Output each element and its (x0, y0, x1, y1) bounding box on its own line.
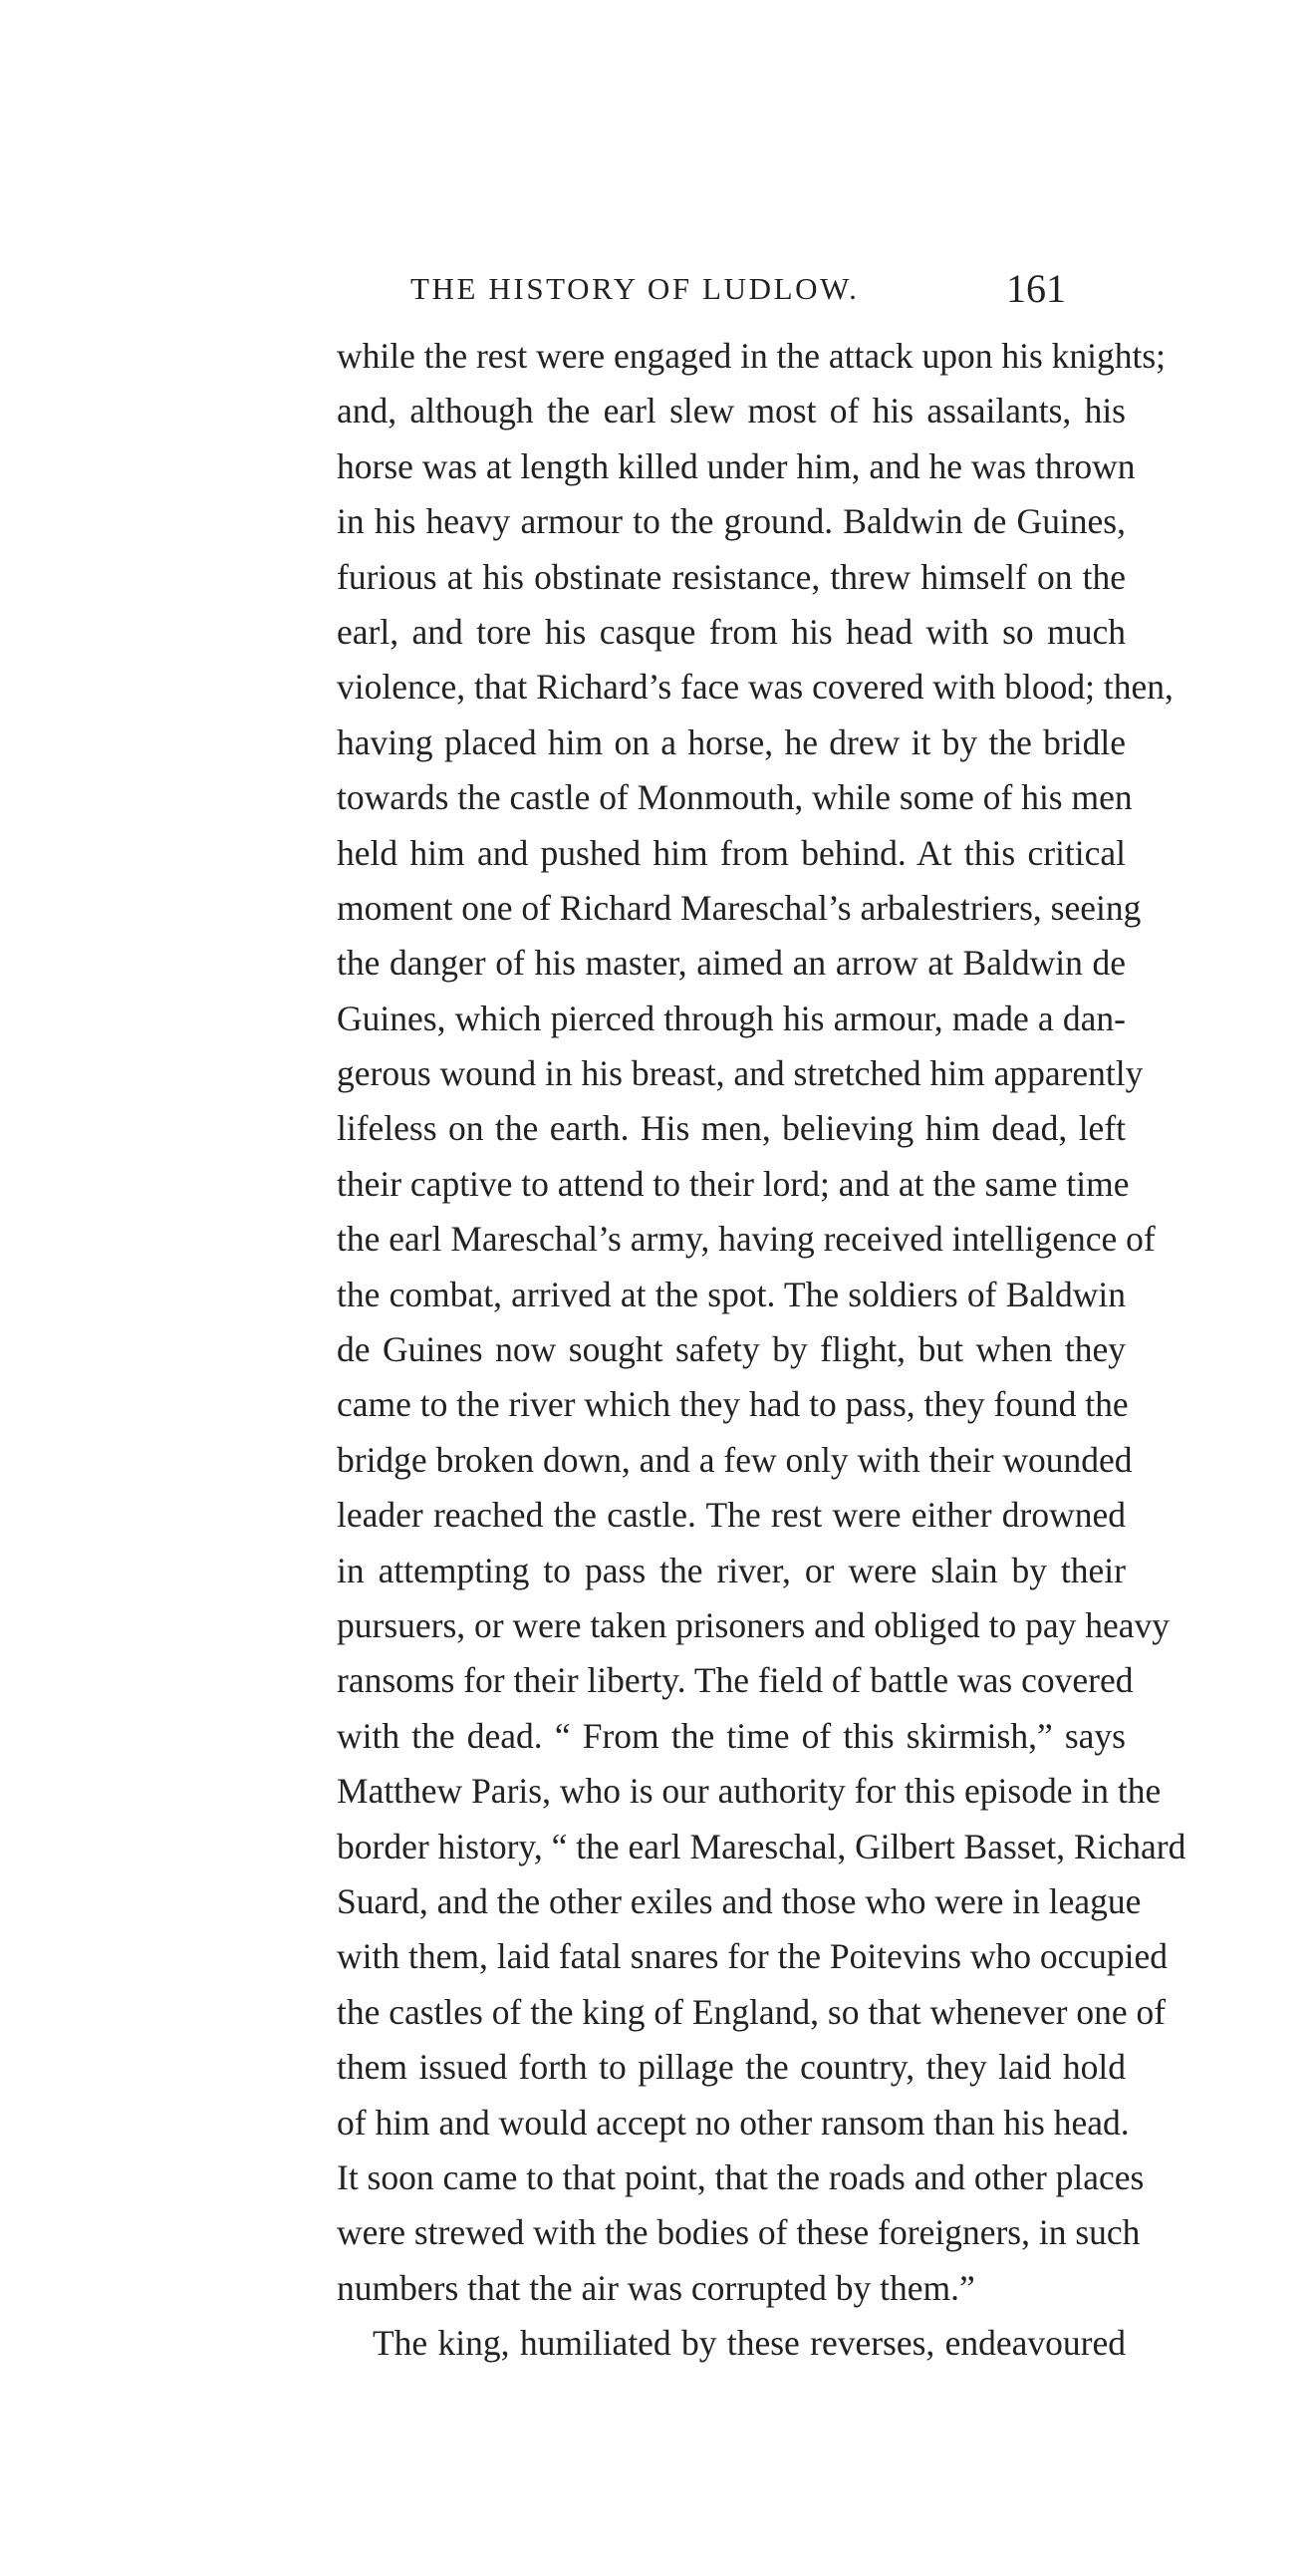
text-line: the danger of his master, aimed an arrow at Baldwin de (337, 943, 1126, 984)
text-line: with the dead. “ From the time of this skirmish,” says (337, 1715, 1126, 1756)
running-head (339, 266, 1076, 321)
text-line: having placed him on a horse, he drew it by the bridle (337, 721, 1126, 762)
text-line: ransoms for their liberty. The field of battle was covered (337, 1660, 1134, 1701)
text-line: moment one of Richard Mareschal’s arbalestriers, seeing (337, 887, 1142, 928)
text-line: violence, that Richard’s face was covered with blood; then, (337, 667, 1174, 708)
text-line: held him and pushed him from behind. At this critical (337, 832, 1126, 873)
text-line: bridge broken down, and a few only with their wounded (337, 1439, 1133, 1480)
text-line: furious at his obstinate resistance, threw himself on the (337, 556, 1126, 597)
text-line: in attempting to pass the river, or were slain by their (337, 1550, 1126, 1590)
text-line: of him and would accept no other ransom than his head. (337, 2102, 1130, 2143)
text-line: numbers that the air was corrupted by them.” (337, 2267, 975, 2308)
running-title: THE HISTORY OF LUDLOW. (410, 271, 860, 306)
text-line: in his heavy armour to the ground. Baldwin de Guines, (337, 501, 1126, 542)
text-line: horse was at length killed under him, and he was thrown (337, 445, 1136, 486)
text-line: gerous wound in his breast, and stretched him apparently (337, 1053, 1144, 1094)
text-line: towards the castle of Monmouth, while some of his men (337, 777, 1133, 818)
text-line: with them, laid fatal snares for the Poitevins who occupied (337, 1936, 1169, 1977)
text-line: the earl Mareschal’s army, having received intelligence of (337, 1219, 1156, 1260)
text-line: de Guines now sought safety by flight, but when they (337, 1329, 1126, 1370)
text-line: Matthew Paris, who is our authority for this episode in the (337, 1771, 1162, 1812)
text-line: were strewed with the bodies of these foreigners, in such (337, 2212, 1141, 2253)
text-line: Suard, and the other exiles and those who were in league (337, 1880, 1142, 1921)
text-line: the combat, arrived at the spot. The soldiers of Baldwin (337, 1274, 1126, 1314)
text-line: It soon came to that point, that the roads and other places (337, 2156, 1145, 2197)
text-line: their captive to attend to their lord; and at the same time (337, 1163, 1130, 1204)
body-text (337, 329, 1186, 2371)
text-line: lifeless on the earth. His men, believing him dead, left (337, 1108, 1126, 1149)
text-line: them issued forth to pillage the country, they laid hold (337, 2047, 1126, 2088)
text-line: The king, humiliated by these reverses, endeavoured (373, 2323, 1126, 2364)
text-line: earl, and tore his casque from his head with so much (337, 611, 1126, 652)
text-line: and, although the earl slew most of his assailants, his (337, 391, 1126, 431)
text-line: leader reached the castle. The rest were either drowned (337, 1495, 1126, 1536)
text-line: came to the river which they had to pass, they found the (337, 1384, 1129, 1425)
text-line: the castles of the king of England, so that whenever one of (337, 1991, 1167, 2032)
text-line: border history, “ the earl Mareschal, Gilbert Basset, Richard (337, 1826, 1186, 1866)
text-line: while the rest were engaged in the attack upon his knights; (337, 336, 1167, 376)
page-number: 161 (1006, 266, 1066, 311)
text-line: pursuers, or were taken prisoners and obliged to pay heavy (337, 1604, 1170, 1645)
text-line: Guines, which pierced through his armour, made a dan- (337, 998, 1126, 1038)
